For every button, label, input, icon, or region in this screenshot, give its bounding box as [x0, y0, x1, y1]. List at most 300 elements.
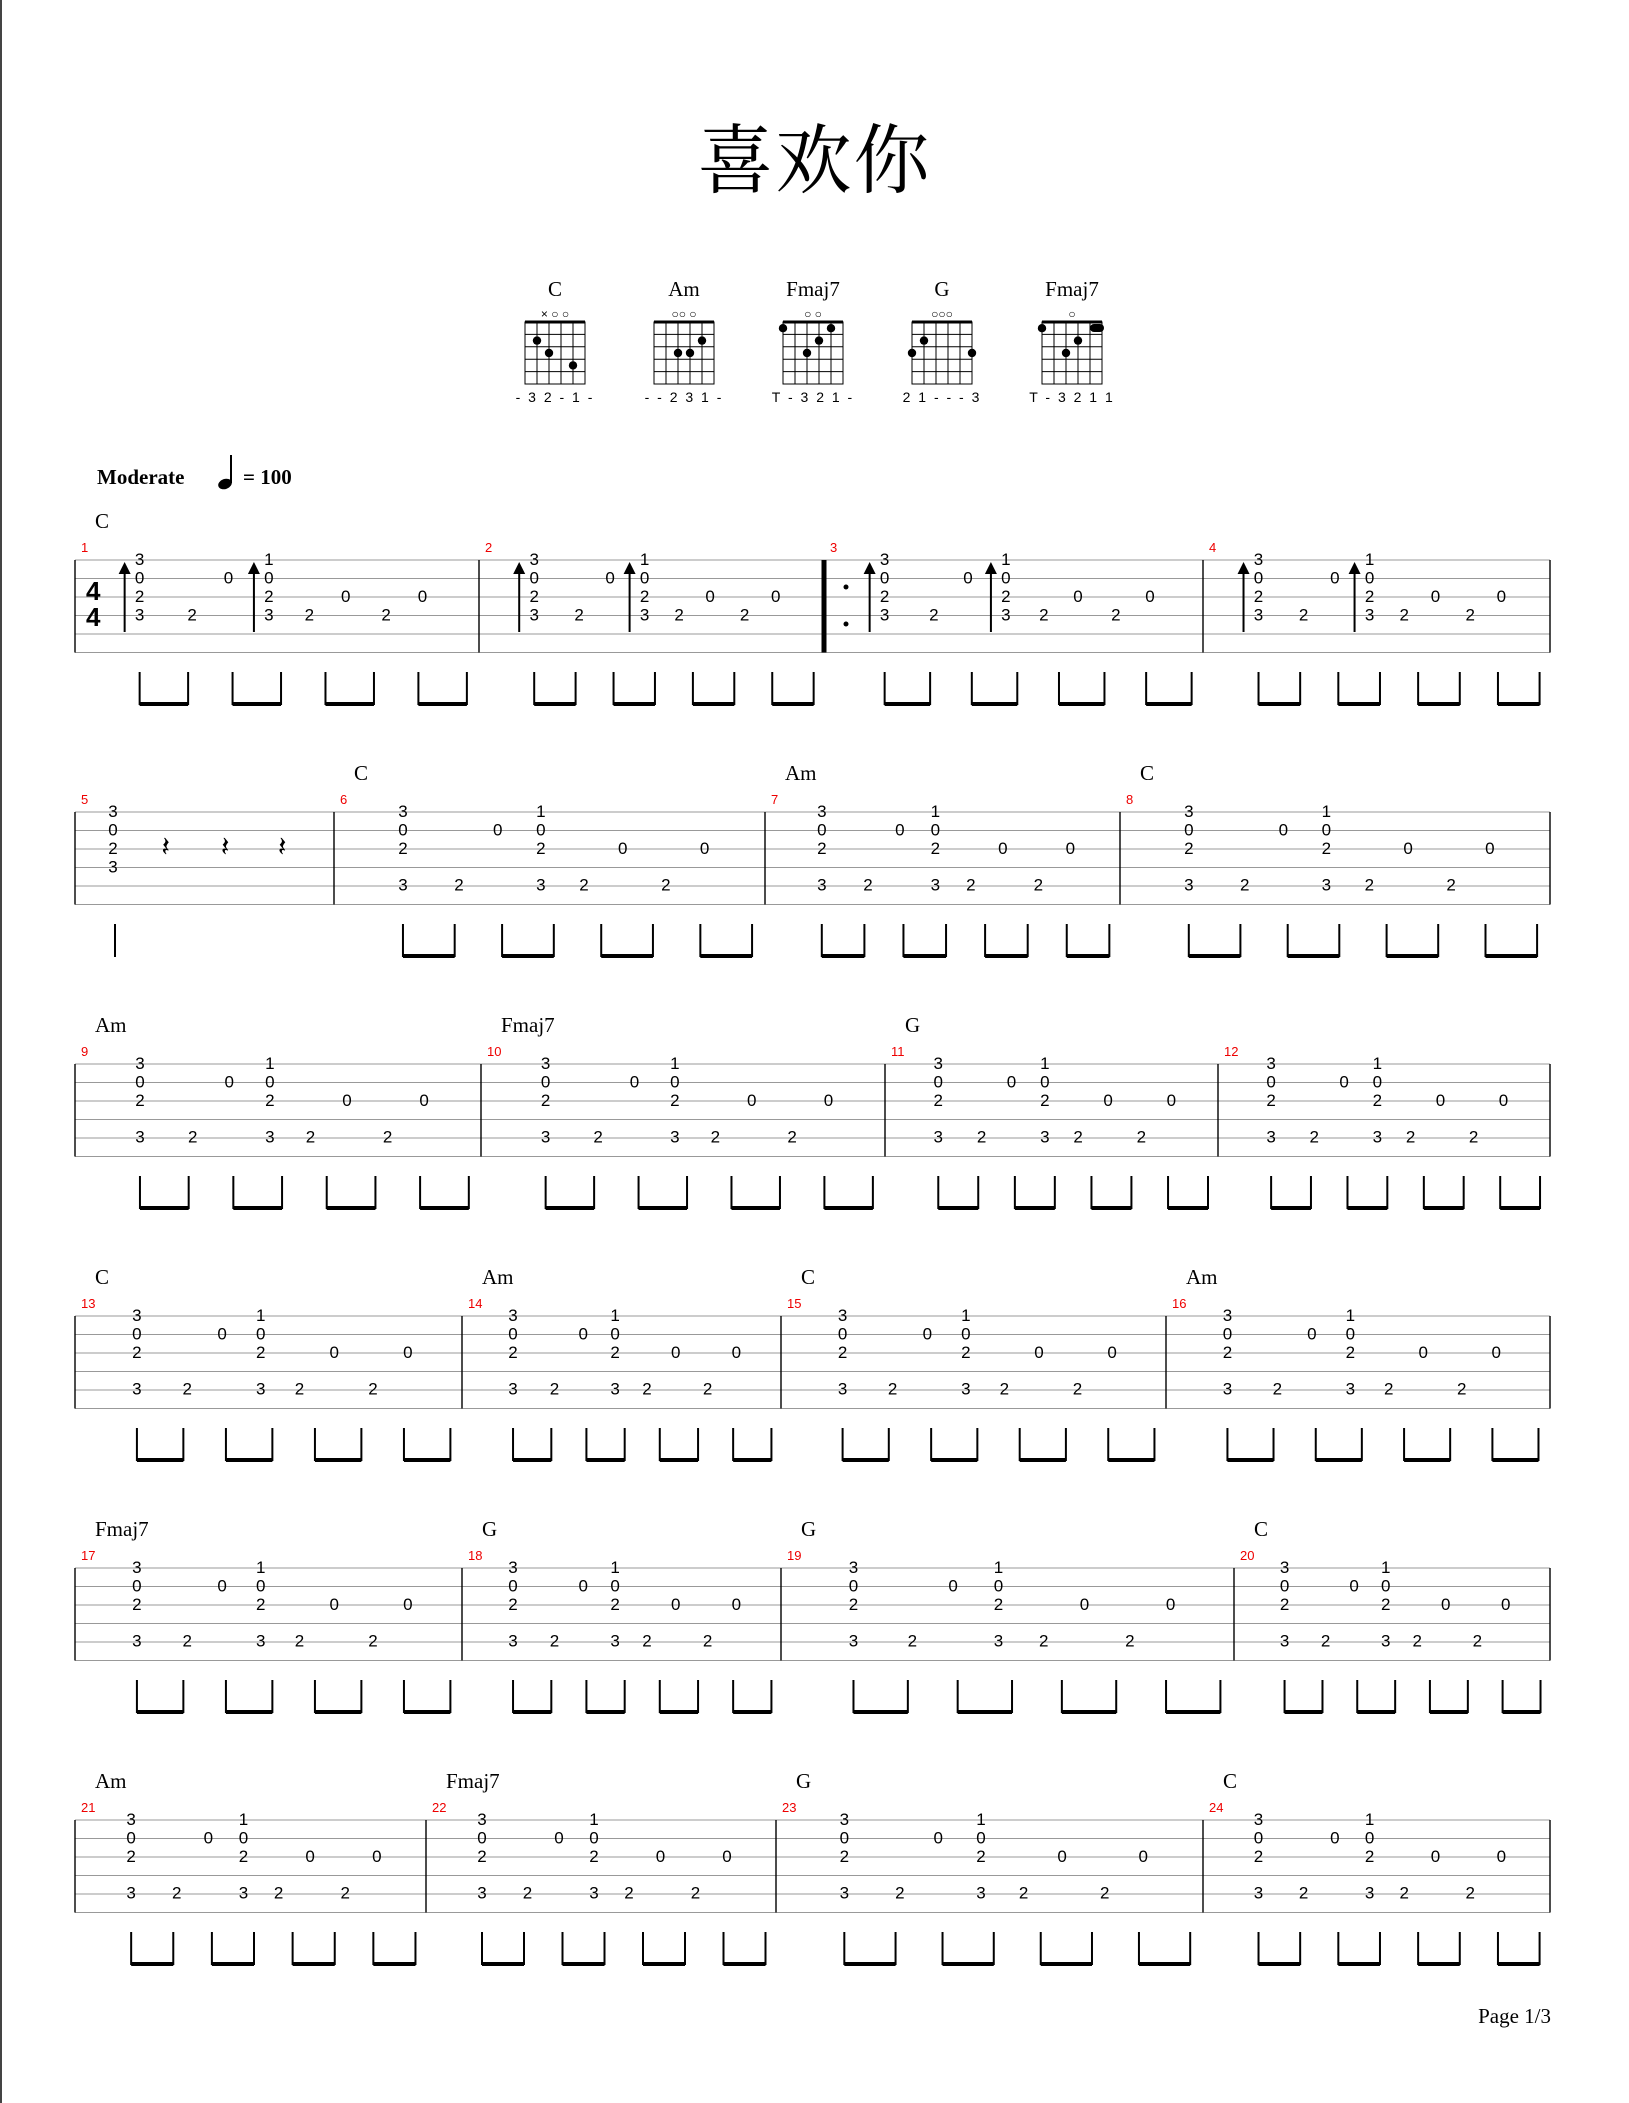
fret-number: 0 — [305, 1847, 315, 1866]
chord-diagram-name: C — [547, 277, 563, 301]
song-title: 喜欢你 — [697, 116, 932, 205]
fret-number: 0 — [699, 839, 710, 858]
measure-number: 8 — [1126, 792, 1134, 807]
fret-number: 3 — [1001, 605, 1011, 625]
measure-number: 7 — [771, 792, 779, 807]
rest-symbol: 𝄽 — [277, 831, 287, 862]
fret-number: 2 — [929, 605, 939, 625]
tab-system-3 — [75, 1013, 1550, 1209]
fret-number: 0 — [731, 1595, 742, 1614]
measure-chord: G — [801, 1517, 817, 1541]
fret-number: 3 — [508, 1631, 518, 1651]
fret-number: 2 — [549, 1379, 560, 1399]
fret-number: 2 — [134, 587, 145, 606]
fret-number: 0 — [933, 1072, 944, 1092]
fret-number: 0 — [329, 1595, 340, 1614]
fret-number: 3 — [126, 1810, 136, 1829]
measure-number: 18 — [468, 1548, 483, 1563]
fret-number: 3 — [1222, 1306, 1233, 1325]
fret-number: 0 — [948, 1576, 958, 1596]
fret-number: 2 — [1298, 1883, 1309, 1903]
fret-number: 0 — [256, 1576, 266, 1596]
fret-number: 0 — [1253, 1828, 1264, 1848]
fret-number: 2 — [477, 1847, 487, 1866]
fret-number: 2 — [999, 1379, 1010, 1399]
fret-number: 2 — [710, 1127, 721, 1147]
fret-number: 3 — [256, 1631, 266, 1651]
fret-number: 0 — [417, 587, 428, 606]
fret-number: 2 — [1253, 1847, 1264, 1866]
fret-number: 0 — [540, 1072, 551, 1092]
fret-number: 3 — [1279, 1558, 1290, 1577]
chord-diagram-name: G — [934, 277, 950, 301]
fret-number: 0 — [670, 1343, 681, 1362]
fret-number: 2 — [1040, 1091, 1050, 1110]
fret-number: 2 — [126, 1847, 136, 1866]
measure-chord: C — [801, 1265, 816, 1289]
chord-open-strings: × ○ ○ — [540, 307, 570, 321]
fret-number: 0 — [529, 568, 539, 588]
chord-diagram-3 — [772, 277, 854, 405]
fret-number: 3 — [1364, 1883, 1375, 1903]
fret-number: 2 — [1222, 1343, 1233, 1362]
fret-number: 3 — [1279, 1631, 1290, 1651]
fret-number: 0 — [203, 1828, 214, 1848]
fret-number: 2 — [1309, 1127, 1320, 1147]
fret-number: 0 — [135, 1072, 145, 1092]
fret-number: 2 — [879, 587, 890, 606]
fret-number: 0 — [976, 1828, 986, 1848]
fret-number: 3 — [879, 605, 890, 625]
fret-number: 0 — [264, 568, 274, 588]
fret-number: 0 — [1345, 1324, 1356, 1344]
chord-fingering: 2 1 - - - 3 — [902, 389, 982, 405]
chord-dot — [674, 349, 682, 357]
fret-number: 0 — [256, 1324, 266, 1344]
fret-number: 0 — [655, 1847, 666, 1866]
chord-dot — [908, 349, 916, 357]
measure-chord: C — [1223, 1769, 1238, 1793]
fret-number: 2 — [1465, 1883, 1475, 1903]
fret-number: 0 — [823, 1091, 834, 1110]
fret-number: 1 — [1364, 550, 1375, 569]
tab-system-4 — [75, 1265, 1550, 1461]
chord-grid — [525, 322, 585, 384]
fret-number: 0 — [1485, 839, 1495, 858]
chord-diagram-2 — [645, 277, 724, 405]
measure-chord: Am — [482, 1265, 514, 1289]
rest-symbol: 𝄽 — [161, 831, 170, 862]
fret-number: 0 — [1364, 568, 1375, 588]
fret-number: 2 — [1383, 1379, 1394, 1399]
measure-number: 10 — [487, 1044, 502, 1059]
fret-number: 3 — [933, 1127, 944, 1147]
measure-number: 13 — [81, 1296, 96, 1311]
strum-arrowhead — [248, 562, 260, 574]
fret-number: 2 — [368, 1379, 378, 1399]
measure-chord: Fmaj7 — [501, 1013, 555, 1037]
fret-number: 2 — [529, 587, 539, 606]
fret-number: 1 — [256, 1306, 266, 1325]
fret-number: 2 — [1345, 1343, 1356, 1362]
fret-number: 3 — [639, 605, 650, 625]
fret-number: 2 — [887, 1379, 898, 1399]
fret-number: 2 — [381, 605, 391, 625]
fret-number: 0 — [1103, 1091, 1113, 1110]
fret-number: 2 — [1456, 1379, 1467, 1399]
fret-number: 0 — [933, 1828, 943, 1848]
fret-number: 2 — [1399, 1883, 1409, 1903]
fret-number: 0 — [508, 1576, 518, 1596]
fret-number: 2 — [256, 1343, 266, 1362]
fret-number: 2 — [536, 839, 546, 858]
fret-number: 3 — [508, 1379, 518, 1399]
fret-number: 2 — [993, 1595, 1004, 1614]
fret-number: 0 — [1279, 1576, 1290, 1596]
fret-number: 0 — [1006, 1072, 1017, 1092]
measure-chord: C — [354, 761, 369, 785]
measure-number: 1 — [81, 540, 89, 555]
fret-number: 2 — [702, 1379, 713, 1399]
measure-chord: G — [482, 1517, 498, 1541]
fret-number: 2 — [1364, 1847, 1375, 1866]
fret-number: 2 — [1320, 1631, 1331, 1651]
fret-number: 2 — [976, 1847, 986, 1866]
fret-number: 1 — [1345, 1306, 1356, 1325]
fret-number: 0 — [493, 820, 503, 840]
fret-number: 0 — [731, 1343, 742, 1362]
measure-number: 19 — [787, 1548, 802, 1563]
fret-number: 2 — [895, 1883, 905, 1903]
fret-number: 0 — [1307, 1324, 1317, 1344]
chord-diagrams — [516, 277, 1115, 405]
strum-arrowhead — [1349, 562, 1361, 574]
fret-number: 1 — [589, 1810, 599, 1829]
fret-number: 2 — [187, 605, 197, 625]
fret-number: 1 — [993, 1558, 1004, 1577]
fret-number: 0 — [610, 1576, 620, 1596]
fret-number: 0 — [132, 1324, 142, 1344]
fret-number: 0 — [618, 839, 628, 858]
strum-arrowhead — [513, 562, 525, 574]
fret-number: 2 — [340, 1883, 351, 1903]
fret-number: 2 — [593, 1127, 603, 1147]
chord-dot — [920, 336, 928, 344]
chord-fingering: T - 3 2 1 - — [771, 389, 855, 405]
chord-grid — [783, 322, 843, 384]
tab-system-1 — [75, 509, 1550, 705]
fret-number: 2 — [1364, 875, 1375, 895]
tab-systems — [75, 509, 1550, 1965]
measure-number: 4 — [1209, 540, 1217, 555]
fret-number: 2 — [1033, 875, 1044, 895]
fret-number: 2 — [1380, 1595, 1391, 1614]
fret-number: 1 — [639, 550, 650, 569]
fret-number: 3 — [256, 1379, 266, 1399]
fret-number: 0 — [610, 1324, 620, 1344]
repeat-dot — [844, 622, 849, 627]
fret-number: 2 — [398, 839, 408, 858]
time-signature-top: 4 — [86, 576, 101, 606]
fret-number: 0 — [589, 1828, 599, 1848]
fret-number: 3 — [132, 1306, 142, 1325]
measure-number: 17 — [81, 1548, 96, 1563]
fret-number: 2 — [1018, 1883, 1029, 1903]
fret-number: 0 — [1222, 1324, 1233, 1344]
fret-number: 3 — [1040, 1127, 1050, 1147]
fret-number: 0 — [746, 1091, 757, 1110]
fret-number: 2 — [1111, 605, 1121, 625]
fret-number: 2 — [273, 1883, 284, 1903]
fret-number: 2 — [1039, 605, 1049, 625]
fret-number: 0 — [705, 587, 715, 606]
fret-number: 3 — [610, 1379, 620, 1399]
fret-number: 3 — [264, 605, 274, 625]
fret-number: 2 — [182, 1631, 192, 1651]
fret-number: 2 — [863, 875, 873, 895]
fret-number: 2 — [522, 1883, 533, 1903]
chord-dot — [827, 324, 835, 332]
measure-number: 16 — [1172, 1296, 1187, 1311]
chord-dot — [545, 349, 553, 357]
fret-number: 2 — [108, 839, 118, 858]
fret-number: 0 — [108, 820, 118, 840]
fret-number: 2 — [382, 1127, 393, 1147]
fret-number: 2 — [839, 1847, 850, 1866]
measure-number: 20 — [1240, 1548, 1255, 1563]
fret-number: 1 — [256, 1558, 266, 1577]
fret-number: 2 — [610, 1343, 620, 1362]
fret-number: 0 — [1435, 1091, 1446, 1110]
fret-number: 0 — [1496, 1847, 1507, 1866]
fret-number: 3 — [993, 1631, 1004, 1651]
fret-number: 0 — [1330, 568, 1340, 588]
fret-number: 3 — [398, 802, 408, 821]
measure-chord: G — [905, 1013, 921, 1037]
fret-number: 3 — [1266, 1054, 1276, 1073]
fret-number: 0 — [477, 1828, 487, 1848]
fret-number: 1 — [1040, 1054, 1050, 1073]
fret-number: 3 — [1345, 1379, 1356, 1399]
tempo-bpm: = 100 — [243, 465, 292, 489]
fret-number: 1 — [930, 802, 941, 821]
fret-number: 1 — [1001, 550, 1011, 569]
fret-number: 1 — [670, 1054, 680, 1073]
fret-number: 2 — [976, 1127, 987, 1147]
fret-number: 0 — [329, 1343, 340, 1362]
fret-number: 1 — [265, 1054, 275, 1073]
measure-chord: Am — [95, 1013, 127, 1037]
chord-diagram-name: Fmaj7 — [786, 277, 840, 301]
fret-number: 0 — [670, 1595, 681, 1614]
tempo-text: Moderate — [97, 465, 185, 489]
measure-number: 6 — [340, 792, 348, 807]
fret-number: 3 — [930, 875, 941, 895]
fret-number: 2 — [540, 1091, 551, 1110]
chord-dot — [968, 349, 976, 357]
fret-number: 0 — [722, 1847, 732, 1866]
fret-number: 0 — [398, 820, 408, 840]
fret-number: 2 — [1298, 605, 1309, 625]
fret-number: 3 — [1253, 605, 1264, 625]
measure-number: 21 — [81, 1800, 96, 1815]
fret-number: 1 — [1321, 802, 1332, 821]
fret-number: 1 — [1372, 1054, 1383, 1073]
fret-number: 2 — [264, 587, 274, 606]
fret-number: 2 — [907, 1631, 918, 1651]
fret-number: 0 — [265, 1072, 275, 1092]
fret-number: 2 — [1446, 875, 1456, 895]
fret-number: 2 — [132, 1595, 142, 1614]
fret-number: 2 — [304, 605, 315, 625]
fret-number: 3 — [1253, 1883, 1264, 1903]
chord-grid — [912, 322, 972, 384]
fret-number: 0 — [895, 820, 905, 840]
chord-dot — [1038, 324, 1046, 332]
measure-number: 2 — [485, 540, 493, 555]
fret-number: 3 — [848, 1631, 859, 1651]
fret-number: 2 — [132, 1343, 142, 1362]
fret-number: 0 — [961, 1324, 971, 1344]
fret-number: 2 — [1239, 875, 1250, 895]
fret-number: 0 — [1372, 1072, 1383, 1092]
fret-number: 0 — [1278, 820, 1289, 840]
fret-number: 0 — [1501, 1595, 1511, 1614]
chord-dot — [1074, 336, 1082, 344]
measure-chord: Am — [95, 1769, 127, 1793]
fret-number: 3 — [1253, 550, 1264, 569]
fret-number: 3 — [135, 1127, 145, 1147]
chord-dot — [569, 361, 577, 369]
fret-number: 2 — [508, 1343, 518, 1362]
fret-number: 3 — [477, 1810, 487, 1829]
fret-number: 2 — [670, 1091, 680, 1110]
chord-dot — [803, 349, 811, 357]
fret-number: 0 — [578, 1576, 588, 1596]
fret-number: 2 — [454, 875, 464, 895]
fret-number: 0 — [770, 587, 781, 606]
fret-number: 1 — [536, 802, 546, 821]
fret-number: 3 — [961, 1379, 971, 1399]
measure-number: 5 — [81, 792, 89, 807]
fret-number: 0 — [1040, 1072, 1050, 1092]
fret-number: 0 — [879, 568, 890, 588]
fret-number: 2 — [624, 1883, 634, 1903]
fret-number: 3 — [817, 802, 827, 821]
fret-number: 3 — [529, 550, 539, 569]
fret-number: 3 — [108, 857, 118, 877]
fret-number: 2 — [961, 1343, 971, 1362]
fret-number: 2 — [188, 1127, 198, 1147]
quarter-note-icon — [217, 455, 234, 491]
fret-number: 0 — [217, 1324, 227, 1344]
fret-number: 0 — [1498, 1091, 1509, 1110]
fret-number: 0 — [224, 1072, 235, 1092]
measure-chord: Am — [785, 761, 817, 785]
chord-fingering: - - 2 3 1 - — [644, 389, 724, 405]
fret-number: 0 — [1184, 820, 1194, 840]
fret-number: 3 — [536, 875, 546, 895]
fret-number: 2 — [1253, 587, 1264, 606]
fret-number: 3 — [540, 1127, 551, 1147]
strum-arrowhead — [624, 562, 636, 574]
chord-diagram-4 — [903, 277, 982, 405]
fret-number: 0 — [922, 1324, 933, 1344]
fret-number: 1 — [1364, 1810, 1375, 1829]
fret-number: 3 — [135, 1054, 145, 1073]
fret-number: 2 — [1184, 839, 1194, 858]
fret-number: 3 — [839, 1883, 850, 1903]
chord-diagram-5 — [1029, 277, 1115, 405]
fret-number: 2 — [639, 587, 650, 606]
fret-number: 0 — [1440, 1595, 1451, 1614]
strum-arrowhead — [119, 562, 131, 574]
fret-number: 3 — [265, 1127, 275, 1147]
fret-number: 2 — [848, 1595, 859, 1614]
fret-number: 2 — [702, 1631, 713, 1651]
fret-number: 2 — [1266, 1091, 1276, 1110]
fret-number: 1 — [1380, 1558, 1391, 1577]
fret-number: 2 — [1279, 1595, 1290, 1614]
fret-number: 2 — [1100, 1883, 1110, 1903]
fret-number: 2 — [1364, 587, 1375, 606]
fret-number: 2 — [182, 1379, 192, 1399]
chord-dot — [779, 324, 787, 332]
fret-number: 0 — [126, 1828, 136, 1848]
measure-chord: G — [796, 1769, 812, 1793]
fret-number: 0 — [554, 1828, 564, 1848]
fret-number: 0 — [217, 1576, 227, 1596]
fret-number: 2 — [817, 839, 827, 858]
strum-arrowhead — [985, 562, 997, 574]
fret-number: 0 — [670, 1072, 680, 1092]
time-signature-bottom: 4 — [86, 602, 101, 632]
fret-number: 2 — [574, 605, 584, 625]
strum-arrowhead — [864, 562, 876, 574]
tempo-marking — [97, 455, 292, 491]
fret-number: 2 — [1072, 1379, 1083, 1399]
fret-number: 0 — [837, 1324, 848, 1344]
fret-number: 2 — [642, 1379, 652, 1399]
fret-number: 3 — [540, 1054, 551, 1073]
fret-number: 0 — [1430, 587, 1441, 606]
fret-number: 0 — [1418, 1343, 1429, 1362]
fret-number: 3 — [108, 802, 118, 821]
fret-number: 0 — [605, 568, 615, 588]
fret-number: 0 — [238, 1828, 249, 1848]
fret-number: 2 — [966, 875, 976, 895]
fret-number: 0 — [340, 587, 351, 606]
fret-number: 3 — [529, 605, 539, 625]
fret-number: 3 — [879, 550, 890, 569]
measure-chord: Fmaj7 — [95, 1517, 149, 1541]
fret-number: 3 — [848, 1558, 859, 1577]
fret-number: 0 — [1349, 1576, 1359, 1596]
fret-number: 0 — [839, 1828, 850, 1848]
fret-number: 2 — [1039, 1631, 1049, 1651]
tab-system-5 — [75, 1517, 1550, 1713]
strum-arrowhead — [1238, 562, 1250, 574]
measure-chord: C — [95, 509, 110, 533]
fret-number: 0 — [1065, 839, 1076, 858]
fret-number: 3 — [817, 875, 827, 895]
fret-number: 0 — [1380, 1576, 1391, 1596]
chord-diagram-name: Am — [668, 277, 700, 301]
fret-number: 2 — [256, 1595, 266, 1614]
fret-number: 1 — [610, 1306, 620, 1325]
fret-number: 1 — [976, 1810, 986, 1829]
fret-number: 0 — [1330, 1828, 1340, 1848]
